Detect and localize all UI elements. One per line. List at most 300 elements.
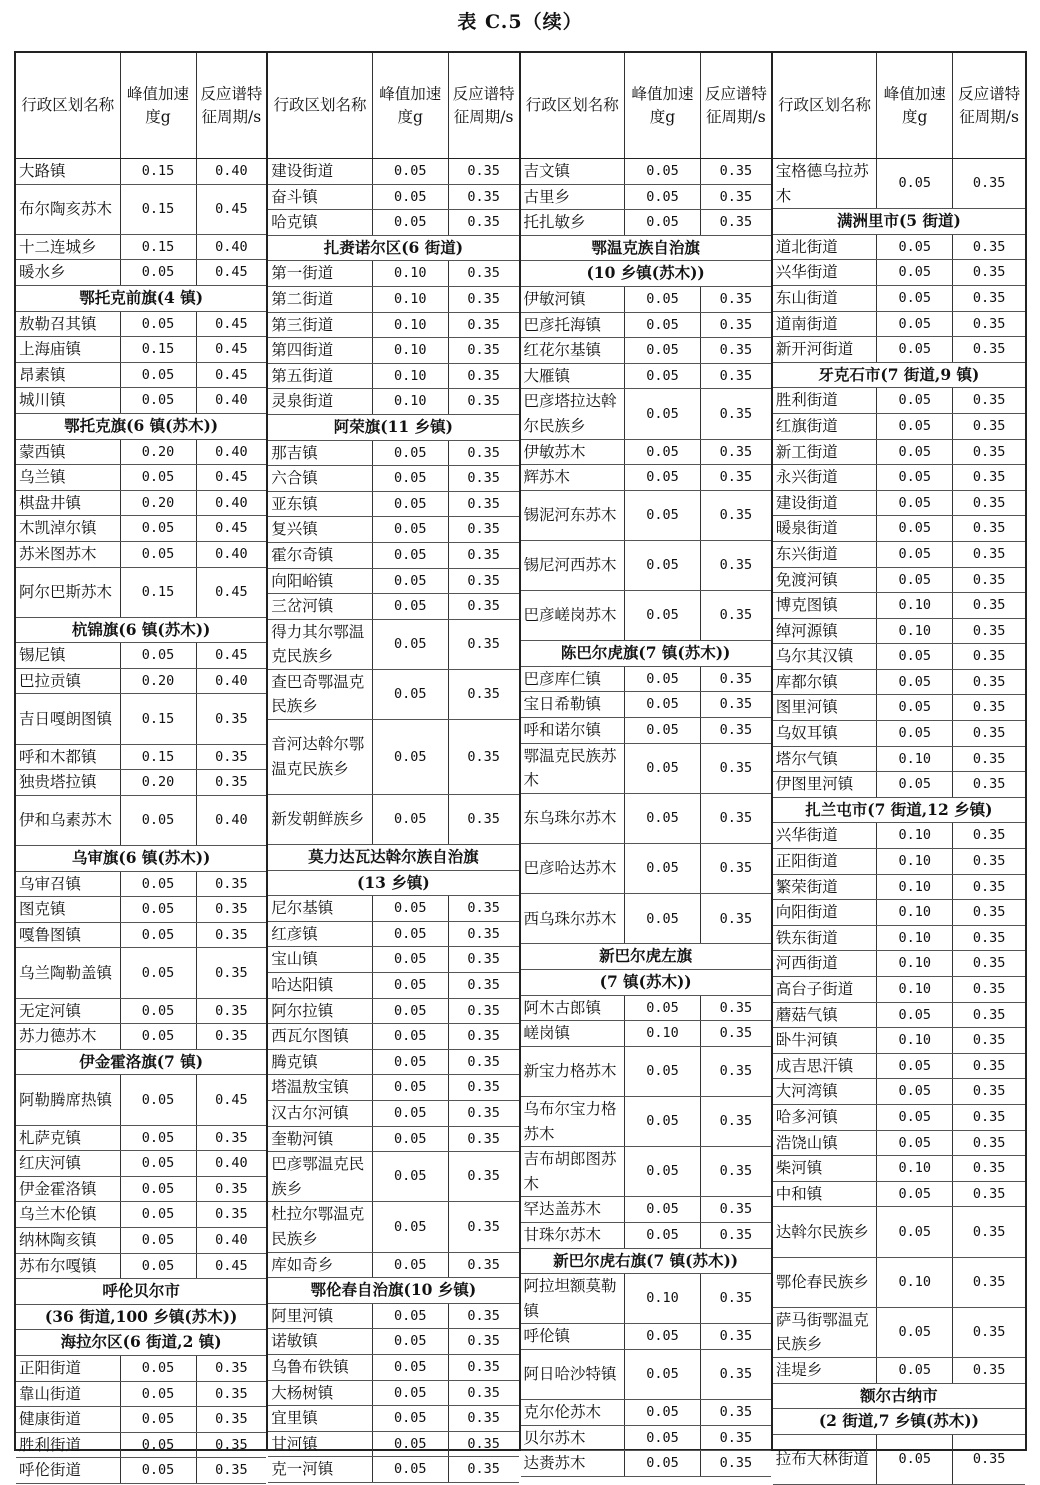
pga-value: 0.05 [877, 311, 953, 337]
pga-value: 0.05 [120, 311, 196, 337]
table-row [521, 540, 771, 590]
group-title: 鄂温克族自治旗 [521, 235, 771, 261]
table-row [268, 594, 518, 620]
region-name: 木凯淖尔镇 [16, 516, 120, 542]
pga-value: 0.10 [625, 1021, 701, 1047]
region-name: 克一河镇 [268, 1457, 372, 1483]
pga-value: 0.05 [120, 1151, 196, 1177]
region-name: 免渡河镇 [773, 567, 877, 593]
table-row [268, 1152, 518, 1202]
table-row [773, 849, 1025, 875]
region-name: 向阳街道 [773, 900, 877, 926]
period-value: 0.45 [196, 362, 266, 388]
table-row [521, 1222, 771, 1248]
group-header-row [268, 235, 518, 261]
period-value: 0.35 [448, 568, 518, 594]
table-row [773, 490, 1025, 516]
group-title: 呼伦贝尔市 [16, 1279, 266, 1305]
region-name: 达斡尔民族乡 [773, 1207, 877, 1257]
period-value: 0.35 [196, 871, 266, 897]
region-name: 伊和乌素苏木 [16, 795, 120, 845]
table-row [268, 1075, 518, 1101]
region-name: 靠山街道 [16, 1381, 120, 1407]
region-name: 第二街道 [268, 286, 372, 312]
table-row [521, 1046, 771, 1096]
region-name: 巴彦嵯岗苏木 [521, 591, 625, 641]
period-value: 0.35 [448, 1329, 518, 1355]
period-value: 0.35 [448, 363, 518, 389]
seismic-table [773, 53, 1025, 1485]
group-header-row [16, 617, 266, 643]
period-value: 0.35 [953, 618, 1025, 644]
header-pga: 峰值加速度g [120, 53, 196, 159]
table-row [521, 439, 771, 465]
group-title: 杭锦旗(6 镇(苏木)) [16, 617, 266, 643]
table-row [521, 1349, 771, 1399]
region-name: 建设街道 [773, 490, 877, 516]
table-row [773, 1257, 1025, 1307]
pga-value: 0.10 [877, 1156, 953, 1182]
table-row [773, 823, 1025, 849]
pga-value: 0.10 [877, 900, 953, 926]
region-name: 西乌珠尔苏木 [521, 894, 625, 944]
table-row [16, 1253, 266, 1279]
region-name: 宝日希勒镇 [521, 692, 625, 718]
pga-value: 0.05 [372, 1126, 448, 1152]
pga-value: 0.10 [877, 593, 953, 619]
pga-value: 0.05 [625, 490, 701, 540]
group-header-row [521, 641, 771, 667]
period-value: 0.35 [953, 1104, 1025, 1130]
pga-value: 0.10 [877, 823, 953, 849]
region-name: 乌尔其汉镇 [773, 644, 877, 670]
pga-value: 0.05 [120, 260, 196, 286]
pga-value: 0.20 [120, 770, 196, 796]
table-row [16, 260, 266, 286]
region-name: 奋斗镇 [268, 184, 372, 210]
table-row [521, 1324, 771, 1350]
table-row [773, 159, 1025, 209]
region-name: 城川镇 [16, 388, 120, 414]
pga-value: 0.05 [625, 1324, 701, 1350]
pga-value: 0.05 [120, 1253, 196, 1279]
group-header-row [521, 261, 771, 287]
period-value: 0.35 [953, 337, 1025, 363]
table-row [773, 746, 1025, 772]
pga-value: 0.05 [877, 1307, 953, 1357]
region-name: 达赉苏木 [521, 1451, 625, 1477]
table-row [521, 465, 771, 491]
period-value: 0.35 [448, 1406, 518, 1432]
group-header-row [521, 235, 771, 261]
period-value: 0.35 [701, 1324, 771, 1350]
period-value: 0.35 [196, 1407, 266, 1433]
table-row [16, 744, 266, 770]
table-row [16, 998, 266, 1024]
table-row [268, 1329, 518, 1355]
region-name: 复兴镇 [268, 517, 372, 543]
pga-value: 0.10 [877, 951, 953, 977]
table-row [521, 389, 771, 439]
period-value: 0.40 [196, 1151, 266, 1177]
table-row [773, 925, 1025, 951]
table-row [16, 184, 266, 234]
pga-value: 0.05 [625, 1451, 701, 1477]
pga-value: 0.20 [120, 668, 196, 694]
pga-value: 0.05 [120, 1381, 196, 1407]
table-row [16, 541, 266, 567]
table-row [521, 844, 771, 894]
header-period: 反应谱特征周期/s [448, 53, 518, 159]
pga-value: 0.05 [877, 669, 953, 695]
period-value: 0.40 [196, 795, 266, 845]
region-name: 锡尼河西苏木 [521, 540, 625, 590]
region-name: 灵泉街道 [268, 389, 372, 415]
pga-value: 0.05 [372, 1100, 448, 1126]
table-column [773, 53, 1025, 1468]
pga-value: 0.05 [120, 465, 196, 491]
group-title: 鄂托克旗(6 镇(苏木)) [16, 413, 266, 439]
region-name: 棋盘井镇 [16, 490, 120, 516]
group-title: 乌审旗(6 镇(苏木)) [16, 846, 266, 872]
period-value: 0.45 [196, 567, 266, 617]
period-value: 0.35 [953, 541, 1025, 567]
group-header-row [521, 970, 771, 996]
period-value: 0.45 [196, 311, 266, 337]
period-value: 0.40 [196, 439, 266, 465]
period-value: 0.35 [953, 465, 1025, 491]
region-name: 柴河镇 [773, 1156, 877, 1182]
header-name: 行政区划名称 [268, 53, 372, 159]
pga-value: 0.05 [877, 1079, 953, 1105]
period-value: 0.35 [196, 922, 266, 948]
table-row [16, 1151, 266, 1177]
pga-value: 0.05 [120, 1227, 196, 1253]
period-value: 0.35 [196, 770, 266, 796]
pga-value: 0.05 [120, 1458, 196, 1484]
pga-value: 0.05 [625, 210, 701, 236]
region-name: 奎勒河镇 [268, 1126, 372, 1152]
pga-value: 0.05 [120, 541, 196, 567]
period-value: 0.35 [953, 413, 1025, 439]
region-name: 库如奇乡 [268, 1252, 372, 1278]
table-row [268, 921, 518, 947]
table-row [268, 286, 518, 312]
pga-value: 0.05 [877, 388, 953, 414]
table-row [773, 1207, 1025, 1257]
table-row [16, 1176, 266, 1202]
table-column [268, 53, 520, 1479]
table-row [268, 363, 518, 389]
period-value: 0.35 [448, 1024, 518, 1050]
region-name: 得力其尔鄂温克民族乡 [268, 619, 372, 669]
table-row [521, 1197, 771, 1223]
table-row [16, 668, 266, 694]
table-row [268, 466, 518, 492]
pga-value: 0.05 [372, 542, 448, 568]
period-value: 0.35 [701, 338, 771, 364]
period-value: 0.35 [448, 720, 518, 795]
region-name: 巴彦塔拉达斡尔民族乡 [521, 389, 625, 439]
table-column [16, 53, 268, 1480]
pga-value: 0.05 [372, 921, 448, 947]
period-value: 0.35 [448, 594, 518, 620]
table-row [268, 159, 518, 185]
region-name: 札萨克镇 [16, 1125, 120, 1151]
region-name: 卧牛河镇 [773, 1028, 877, 1054]
table-row [16, 362, 266, 388]
period-value: 0.35 [953, 439, 1025, 465]
region-name: 铁东街道 [773, 925, 877, 951]
pga-value: 0.05 [372, 466, 448, 492]
period-value: 0.35 [448, 619, 518, 669]
period-value: 0.45 [196, 516, 266, 542]
table-row [16, 795, 266, 845]
period-value: 0.35 [701, 1400, 771, 1426]
group-title: (10 乡镇(苏木)) [521, 261, 771, 287]
pga-value: 0.05 [372, 184, 448, 210]
pga-value: 0.05 [625, 718, 701, 744]
region-name: 塔温敖宝镇 [268, 1075, 372, 1101]
group-title: 额尔古纳市 [773, 1383, 1025, 1409]
period-value: 0.35 [701, 286, 771, 312]
group-header-row [16, 846, 266, 872]
table-row [521, 363, 771, 389]
table-row [773, 1307, 1025, 1357]
table-row [773, 567, 1025, 593]
period-value: 0.35 [953, 1257, 1025, 1307]
pga-value: 0.05 [120, 1075, 196, 1125]
pga-value: 0.05 [877, 159, 953, 209]
period-value: 0.40 [196, 388, 266, 414]
pga-value: 0.15 [120, 744, 196, 770]
header-row [773, 53, 1025, 159]
table-row [521, 210, 771, 236]
region-name: 建设街道 [268, 159, 372, 185]
period-value: 0.35 [953, 1357, 1025, 1383]
period-value: 0.35 [448, 973, 518, 999]
table-row [521, 1096, 771, 1146]
region-name: 苏布尔嘎镇 [16, 1253, 120, 1279]
table-row [773, 541, 1025, 567]
table-container [14, 51, 1027, 1480]
period-value: 0.35 [701, 312, 771, 338]
pga-value: 0.05 [625, 894, 701, 944]
region-name: 伊图里河镇 [773, 772, 877, 798]
region-name: 宝山镇 [268, 947, 372, 973]
pga-value: 0.05 [625, 338, 701, 364]
period-value: 0.35 [953, 874, 1025, 900]
table-row [773, 234, 1025, 260]
pga-value: 0.05 [372, 947, 448, 973]
pga-value: 0.10 [877, 874, 953, 900]
table-row [773, 388, 1025, 414]
table-row [773, 977, 1025, 1003]
group-title: 鄂伦春自治旗(10 乡镇) [268, 1278, 518, 1304]
pga-value: 0.05 [877, 1434, 953, 1484]
group-header-row [16, 1330, 266, 1356]
region-name: 六合镇 [268, 466, 372, 492]
pga-value: 0.05 [372, 1457, 448, 1483]
table-row [773, 439, 1025, 465]
region-name: 东兴街道 [773, 541, 877, 567]
table-row [521, 490, 771, 540]
period-value: 0.40 [196, 668, 266, 694]
table-row [268, 1457, 518, 1483]
pga-value: 0.05 [120, 897, 196, 923]
period-value: 0.35 [448, 517, 518, 543]
region-name: 新发朝鲜族乡 [268, 794, 372, 844]
group-title: 扎兰屯市(7 街道,12 乡镇) [773, 797, 1025, 823]
period-value: 0.35 [953, 1181, 1025, 1207]
period-value: 0.35 [701, 995, 771, 1021]
table-row [521, 591, 771, 641]
region-name: 那吉镇 [268, 440, 372, 466]
pga-value: 0.05 [625, 666, 701, 692]
table-row [773, 1357, 1025, 1383]
pga-value: 0.10 [372, 389, 448, 415]
period-value: 0.35 [448, 1075, 518, 1101]
table-row [268, 517, 518, 543]
table-row [16, 567, 266, 617]
period-value: 0.35 [701, 465, 771, 491]
period-value: 0.35 [196, 1125, 266, 1151]
region-name: 甘珠尔苏木 [521, 1222, 625, 1248]
group-header-row [773, 797, 1025, 823]
period-value: 0.35 [953, 1053, 1025, 1079]
table-row [773, 260, 1025, 286]
region-name: 乌兰镇 [16, 465, 120, 491]
table-row [521, 1147, 771, 1197]
period-value: 0.35 [196, 897, 266, 923]
pga-value: 0.05 [372, 1380, 448, 1406]
pga-value: 0.05 [372, 973, 448, 999]
pga-value: 0.05 [877, 1181, 953, 1207]
period-value: 0.35 [953, 925, 1025, 951]
table-row [16, 337, 266, 363]
table-row [521, 312, 771, 338]
period-value: 0.40 [196, 490, 266, 516]
region-name: 第四街道 [268, 338, 372, 364]
region-name: 阿拉坦额莫勒镇 [521, 1274, 625, 1324]
table-row [16, 159, 266, 185]
group-header-row [268, 870, 518, 896]
region-name: 高台子街道 [773, 977, 877, 1003]
period-value: 0.35 [448, 1354, 518, 1380]
period-value: 0.35 [953, 1156, 1025, 1182]
header-pga: 峰值加速度g [625, 53, 701, 159]
period-value: 0.35 [953, 1207, 1025, 1257]
table-row [268, 896, 518, 922]
region-name: 图克镇 [16, 897, 120, 923]
pga-value: 0.05 [877, 285, 953, 311]
period-value: 0.35 [953, 516, 1025, 542]
pga-value: 0.15 [120, 567, 196, 617]
period-value: 0.35 [701, 1197, 771, 1223]
region-name: 阿木古郎镇 [521, 995, 625, 1021]
group-header-row [521, 944, 771, 970]
region-name: 杜拉尔鄂温克民族乡 [268, 1202, 372, 1252]
region-name: 苏米图苏木 [16, 541, 120, 567]
region-name: 呼伦街道 [16, 1458, 120, 1484]
pga-value: 0.05 [625, 1147, 701, 1197]
period-value: 0.35 [448, 1380, 518, 1406]
region-name: 乌兰陶勒盖镇 [16, 948, 120, 998]
table-row [268, 568, 518, 594]
group-title: 伊金霍洛旗(7 镇) [16, 1049, 266, 1075]
period-value: 0.45 [196, 337, 266, 363]
period-value: 0.35 [448, 1152, 518, 1202]
pga-value: 0.10 [877, 1028, 953, 1054]
region-name: 正阳街道 [773, 849, 877, 875]
table-row [16, 694, 266, 744]
region-name: 霍尔奇镇 [268, 542, 372, 568]
region-name: 伊敏河镇 [521, 286, 625, 312]
period-value: 0.35 [953, 1307, 1025, 1357]
table-row [16, 1075, 266, 1125]
table-row [16, 1407, 266, 1433]
table-row [521, 894, 771, 944]
pga-value: 0.05 [625, 439, 701, 465]
period-value: 0.35 [448, 261, 518, 287]
group-header-row [16, 1279, 266, 1305]
region-name: 道北街道 [773, 234, 877, 260]
period-value: 0.35 [196, 1024, 266, 1050]
region-name: 库都尔镇 [773, 669, 877, 695]
table-row [16, 311, 266, 337]
region-name: 巴彦鄂温克民族乡 [268, 1152, 372, 1202]
table-title: 表 C.5（续） [457, 11, 583, 33]
region-name: 吉日嘎朗图镇 [16, 694, 120, 744]
table-row [16, 516, 266, 542]
table-row [773, 1181, 1025, 1207]
period-value: 0.40 [196, 541, 266, 567]
region-name: 布尔陶亥苏木 [16, 184, 120, 234]
region-name: 阿日哈沙特镇 [521, 1349, 625, 1399]
pga-value: 0.05 [625, 743, 701, 793]
header-period: 反应谱特征周期/s [701, 53, 771, 159]
period-value: 0.35 [701, 591, 771, 641]
pga-value: 0.05 [120, 1176, 196, 1202]
region-name: 红旗街道 [773, 413, 877, 439]
period-value: 0.35 [701, 439, 771, 465]
pga-value: 0.15 [120, 159, 196, 185]
table-row [773, 695, 1025, 721]
period-value: 0.45 [196, 1253, 266, 1279]
region-name: 哈克镇 [268, 210, 372, 236]
region-name: 吉文镇 [521, 159, 625, 185]
region-name: 东乌珠尔苏木 [521, 793, 625, 843]
pga-value: 0.05 [877, 439, 953, 465]
period-value: 0.35 [953, 746, 1025, 772]
pga-value: 0.05 [120, 795, 196, 845]
region-name: 诺敏镇 [268, 1329, 372, 1355]
table-row [521, 718, 771, 744]
region-name: 暖泉街道 [773, 516, 877, 542]
period-value: 0.35 [701, 1222, 771, 1248]
region-name: 大雁镇 [521, 363, 625, 389]
region-name: 大杨树镇 [268, 1380, 372, 1406]
region-name: 昂素镇 [16, 362, 120, 388]
period-value: 0.35 [448, 389, 518, 415]
table-row [16, 922, 266, 948]
period-value: 0.35 [701, 159, 771, 185]
table-row [16, 871, 266, 897]
pga-value: 0.05 [120, 922, 196, 948]
pga-value: 0.10 [877, 746, 953, 772]
table-row [16, 1355, 266, 1381]
pga-value: 0.05 [625, 363, 701, 389]
